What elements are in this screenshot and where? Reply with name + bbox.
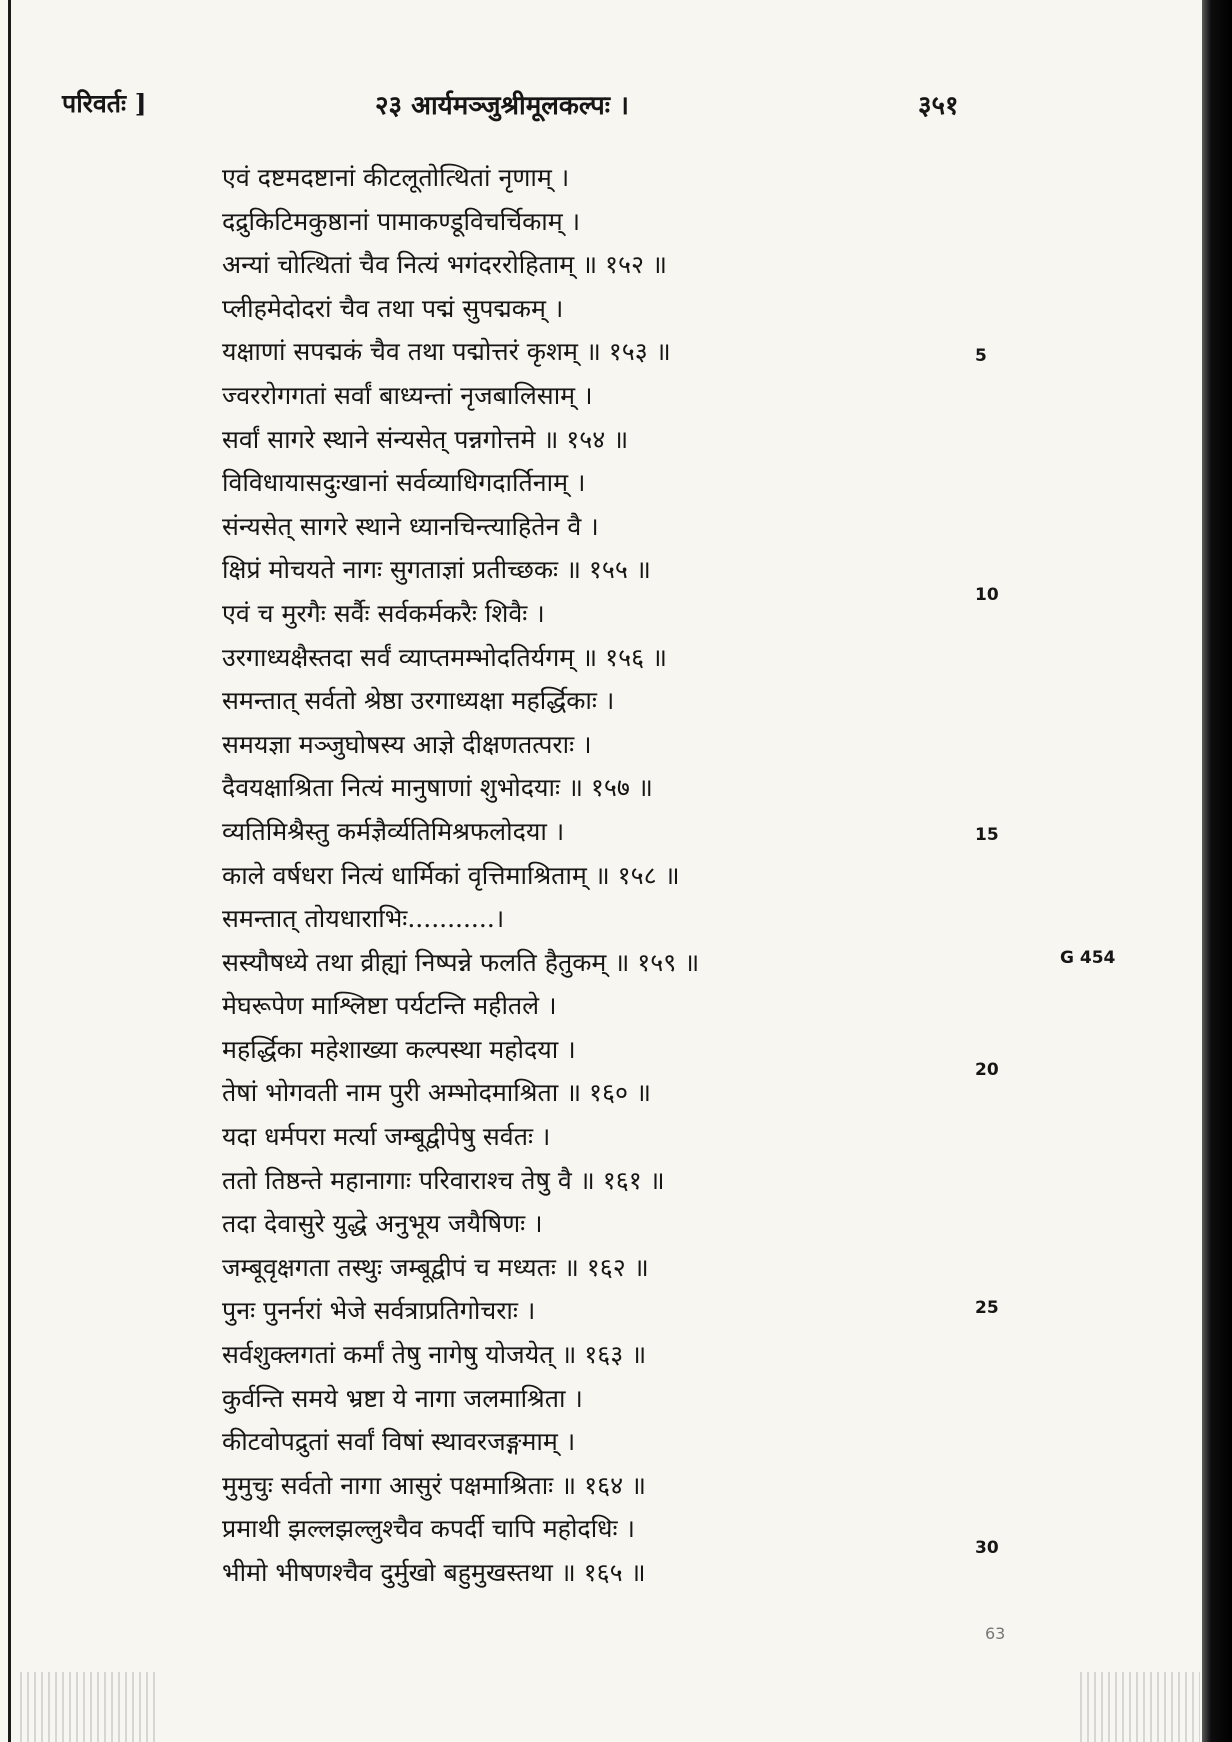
verse-line: एवं च मुरगैः सर्वैः सर्वकर्मकरैः शिवैः । xyxy=(222,598,545,628)
page-left-border xyxy=(8,0,11,1742)
verse-line: संन्यसेत् सागरे स्थाने ध्यानचिन्त्याहितेन वै । xyxy=(222,511,599,541)
verse-line: मेघरूपेण माश्लिष्टा पर्यटन्ति महीतले । xyxy=(222,991,557,1021)
verse-line: यक्षाणां सपद्मकं चैव तथा पद्मोत्तरं कृशम् ॥ १५३ ॥ xyxy=(222,337,671,367)
verse-line: प्रमाथी झल्लझल्लुश्चैव कपर्दी चापि महोदधिः । xyxy=(222,1514,636,1544)
verse-line: समन्तात् तोयधाराभिः...........। xyxy=(222,904,505,934)
verse-line: अन्यां चोत्थितां चैव नित्यं भगंदररोहिताम् ॥ १५२ ॥ xyxy=(222,250,667,280)
verse-line: प्लीहमेदोदरां चैव तथा पद्मं सुपद्मकम् । xyxy=(222,293,564,323)
verse-line: विविधायासदुःखानां सर्वव्याधिगदार्तिनाम् । xyxy=(222,468,586,498)
line-number-25: 25 xyxy=(975,1298,999,1318)
faint-margin-number: 63 xyxy=(985,1624,1006,1643)
verse-text xyxy=(222,156,862,1595)
verse-line: सर्वां सागरे स्थाने संन्यसेत् पन्नगोत्तमे ॥ १५४ ॥ xyxy=(222,424,629,454)
verse-line: एवं दष्टमदष्टानां कीटलूतोत्थितां नृणाम् । xyxy=(222,163,570,192)
verse-line: सर्वशुक्लगतां कर्मां तेषु नागेषु योजयेत् ॥ १६३ ॥ xyxy=(222,1340,647,1370)
verse-line: कुर्वन्ति समये भ्रष्टा ये नागा जलमाश्रिता । xyxy=(222,1383,583,1413)
verse-line: महर्द्धिका महेशाख्या कल्पस्था महोदया । xyxy=(222,1034,576,1064)
scan-noise-right xyxy=(1080,1672,1200,1742)
page-number: ३५१ xyxy=(918,91,959,121)
verse-line: ततो तिष्ठन्ते महानागाः परिवाराश्च तेषु वै ॥ १६१ ॥ xyxy=(222,1165,665,1195)
line-number-30: 30 xyxy=(975,1538,999,1558)
verse-line: जम्बूवृक्षगता तस्थुः जम्बूद्वीपं च मध्यतः ॥ १६२ ॥ xyxy=(222,1252,649,1282)
line-number-20: 20 xyxy=(975,1060,999,1080)
scan-right-edge xyxy=(1202,0,1232,1742)
page-header xyxy=(0,86,1232,126)
verse-line: उरगाध्यक्षैस्तदा सर्वं व्याप्तमम्भोदतिर्यगम् ॥ १५६ ॥ xyxy=(222,642,668,672)
verse-line: पुनः पुनर्नरां भेजे सर्वत्राप्रतिगोचराः । xyxy=(222,1296,536,1326)
scan-noise-left xyxy=(20,1672,160,1742)
verse-line: व्यतिमिश्रैस्तु कर्मज्ञैर्व्यतिमिश्रफलोदया । xyxy=(222,816,565,846)
verse-line: ज्वररोगगतां सर्वां बाध्यन्तां नृजबालिसाम् । xyxy=(222,380,593,410)
verse-line: दद्रुकिटिमकुष्ठानां पामाकण्डूविचर्चिकाम् । xyxy=(222,206,581,236)
verse-line: मुमुचुः सर्वतो नागा आसुरं पक्षमाश्रिताः ॥ १६४ ॥ xyxy=(222,1470,647,1500)
verse-line: समन्तात् सर्वतो श्रेष्ठा उरगाध्यक्षा महर्द्धिकाः । xyxy=(222,686,615,716)
line-number-15: 15 xyxy=(975,825,999,845)
verse-line: यदा धर्मपरा मर्त्या जम्बूद्वीपेषु सर्वतः । xyxy=(222,1122,551,1152)
verse-line: तदा देवासुरे युद्धे अनुभूय जयैषिणः । xyxy=(222,1209,543,1239)
verse-line: क्षिप्रं मोचयते नागः सुगताज्ञां प्रतीच्छकः ॥ १५५ ॥ xyxy=(222,555,651,585)
verse-line: दैवयक्षाश्रिता नित्यं मानुषाणां शुभोदयाः ॥ १५७ ॥ xyxy=(222,773,653,803)
chapter-marker: परिवर्तः ] xyxy=(62,89,147,118)
line-number-5: 5 xyxy=(975,346,987,366)
verse-line: काले वर्षधरा नित्यं धार्मिकां वृत्तिमाश्रिताम् ॥ १५८ ॥ xyxy=(222,860,680,890)
verse-line: भीमो भीषणश्चैव दुर्मुखो बहुमुखस्तथा ॥ १६५ ॥ xyxy=(222,1558,646,1587)
verse-line: सस्यौषध्ये तथा व्रीह्यां निष्पन्ने फलति हैतुकम् ॥ १५९ ॥ xyxy=(222,947,700,977)
line-number-10: 10 xyxy=(975,585,999,605)
verse-line: कीटवोपद्रुतां सर्वां विषां स्थावरजङ्गमाम् । xyxy=(222,1427,576,1457)
running-title: २३ आर्यमञ्जुश्रीमूलकल्पः । xyxy=(375,91,629,121)
verse-line: समयज्ञा मञ्जुघोषस्य आज्ञे दीक्षणतत्पराः । xyxy=(222,729,592,759)
reference-marker: G 454 xyxy=(1060,948,1116,968)
verse-line: तेषां भोगवती नाम पुरी अम्भोदमाश्रिता ॥ १६० ॥ xyxy=(222,1078,651,1108)
